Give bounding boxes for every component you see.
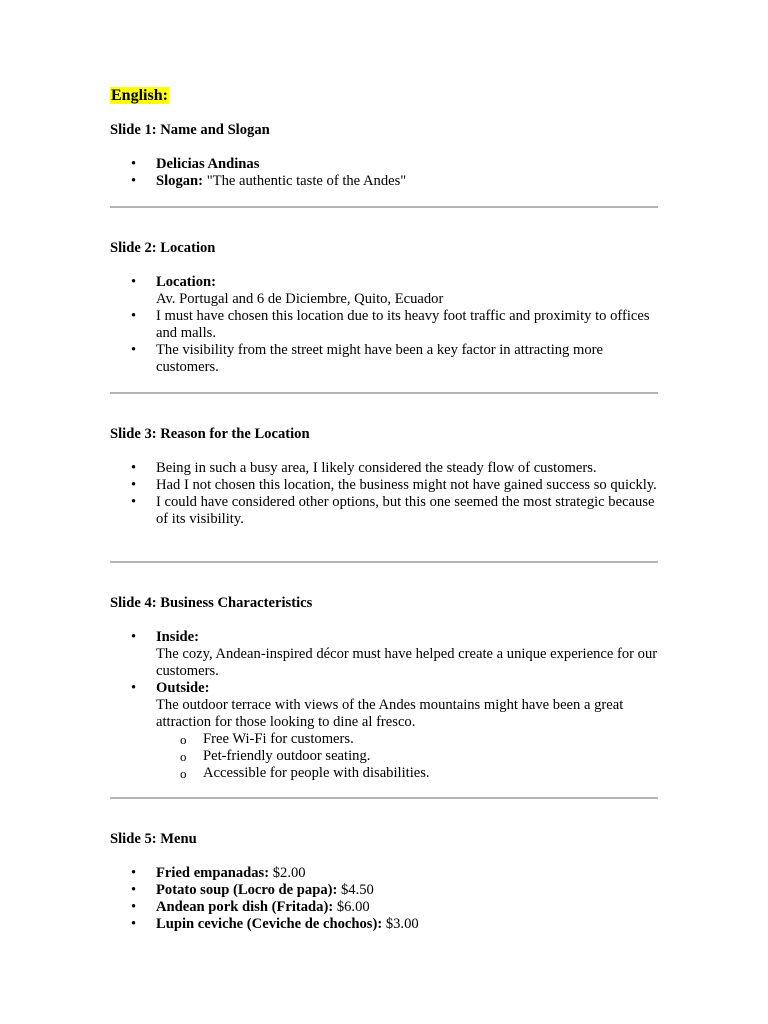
list-item: • Slogan: "The authentic taste of the Andes" (110, 173, 660, 190)
list-item: • I must have chosen this location due to its heavy foot traffic and proximity to offices and malls. (110, 308, 660, 342)
sub-list-item: o Free Wi-Fi for customers. (156, 731, 660, 748)
section-divider (110, 392, 658, 394)
slide-3-title: Slide 3: Reason for the Location (110, 426, 310, 442)
section-divider (110, 561, 658, 563)
list-item: • Had I not chosen this location, the business might not have gained success so quickly. (110, 477, 660, 494)
sub-list-item: o Pet-friendly outdoor seating. (156, 748, 660, 765)
list-item: • Potato soup (Locro de papa): $4.50 (110, 882, 660, 899)
slide-1-title: Slide 1: Name and Slogan (110, 122, 270, 138)
language-heading: English: (111, 87, 168, 104)
slide-5-title: Slide 5: Menu (110, 831, 197, 847)
list-item: • Andean pork dish (Fritada): $6.00 (110, 899, 660, 916)
list-item: • The visibility from the street might have been a key factor in attracting more customers. (110, 342, 660, 376)
list-item: • I could have considered other options, but this one seemed the most strategic because of its visibility. (110, 494, 660, 528)
list-item: • Inside: The cozy, Andean-inspired décor must have helped create a unique experience for our customers. (110, 629, 660, 680)
list-item: • Fried empanadas: $2.00 (110, 865, 660, 882)
section-divider (110, 206, 658, 208)
list-item: • Location: Av. Portugal and 6 de Diciembre, Quito, Ecuador (110, 274, 660, 308)
slide-1-list (110, 156, 660, 190)
slide-3-list (110, 460, 660, 528)
list-item: • Delicias Andinas (110, 156, 660, 173)
slide-4-title: Slide 4: Business Characteristics (110, 595, 313, 611)
section-divider (110, 797, 658, 799)
slide-2-list (110, 274, 660, 376)
slide-5-list (110, 865, 660, 933)
list-item: • Outside: The outdoor terrace with views of the Andes mountains might have been a great attraction for those looking to dine al fresco. o Free Wi-Fi for customers. o Pet-friendly outdoor seating. o Accessible for people with disabilities. (110, 680, 660, 782)
sub-list-item: o Accessible for people with disabilities. (156, 765, 660, 782)
list-item: • Lupin ceviche (Ceviche de chochos): $3.00 (110, 916, 660, 933)
amenities-sublist (156, 731, 660, 782)
slide-4-list (110, 629, 660, 782)
list-item: • Being in such a busy area, I likely considered the steady flow of customers. (110, 460, 660, 477)
slide-2-title: Slide 2: Location (110, 240, 216, 256)
